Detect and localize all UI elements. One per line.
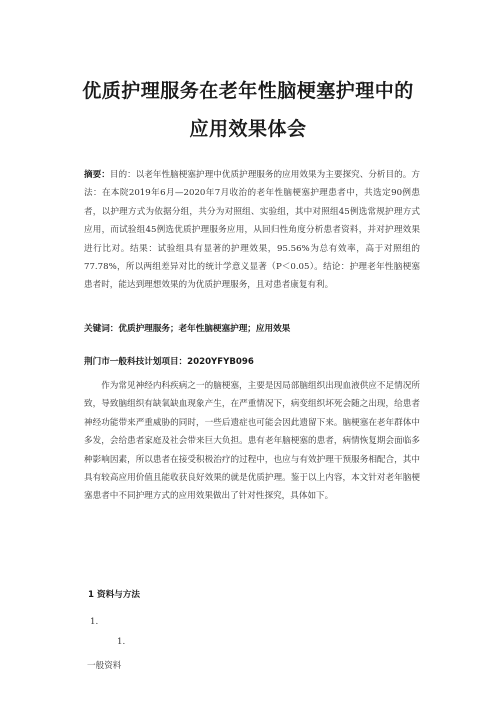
abstract [84, 166, 420, 295]
intro-paragraph: 作为常见神经内科疾病之一的脑梗塞，主要是因局部脑组织出现血液供应不足情况所致，导致脑组织有缺氧缺血现象产生，在严重情况下，病变组织坏死会随之出现，给患者神经功能带来严重威胁的同时，一些后遗症也可能会因此遗留下来。脑梗塞在老年群体中多发，会给患者家庭及社会带来巨大负担。患有老年脑梗塞的患者，病情恢复期会面临多种影响因素，所以患者在接受积极治疗的过程中，也应与有效护理干预服务相配合，其中具有较高应用价值且能收获良好效果的就是优质护理。鉴于以上内容，本文针对老年脑梗塞患者中不同护理方式的应用效果做出了针对性探究，具体如下。 [84, 381, 420, 502]
abstract-text: 目的：以老年性脑梗塞护理中优质护理服务的应用效果为主要探究、分析目的。方法：在本院2019年6月—2020年7月收治的老年性脑梗塞护理患者中，共选定90例患者，以护理方式为依据分组，共分为对照组、实验组，其中对照组45例选常规护理方式应用，而试验组45例选优质护理服务应用，从回归性角度分析患者资料，并对护理效果进行比对。结果：试验组具有显著的护理效果，95.56%为总有效率，高于对照组的77.78%，所以两组差异对比的统计学意义显著（P＜0.05）。结论：护理老年性脑梗塞患者时，能达到理想效果的为优质护理服务，且对患者康复有利。 [84, 170, 420, 291]
section-number-a: 1. [90, 617, 99, 627]
fund-statement: 荆门市一般科技计划项目：2020YFYB096 [84, 357, 254, 367]
abstract-label: 摘要： [84, 170, 110, 180]
subsection-heading: 一般资料 [87, 661, 122, 671]
keywords: 关键词：优质护理服务；老年性脑梗塞护理；应用效果 [84, 324, 291, 334]
paper-title-line-2: 应用效果体会 [189, 118, 307, 140]
section-heading: 1 资料与方法 [88, 590, 140, 600]
paper-title-line-1: 优质护理服务在老年性脑梗塞护理中的 [82, 80, 414, 102]
section-number-b: 1. [117, 637, 126, 647]
